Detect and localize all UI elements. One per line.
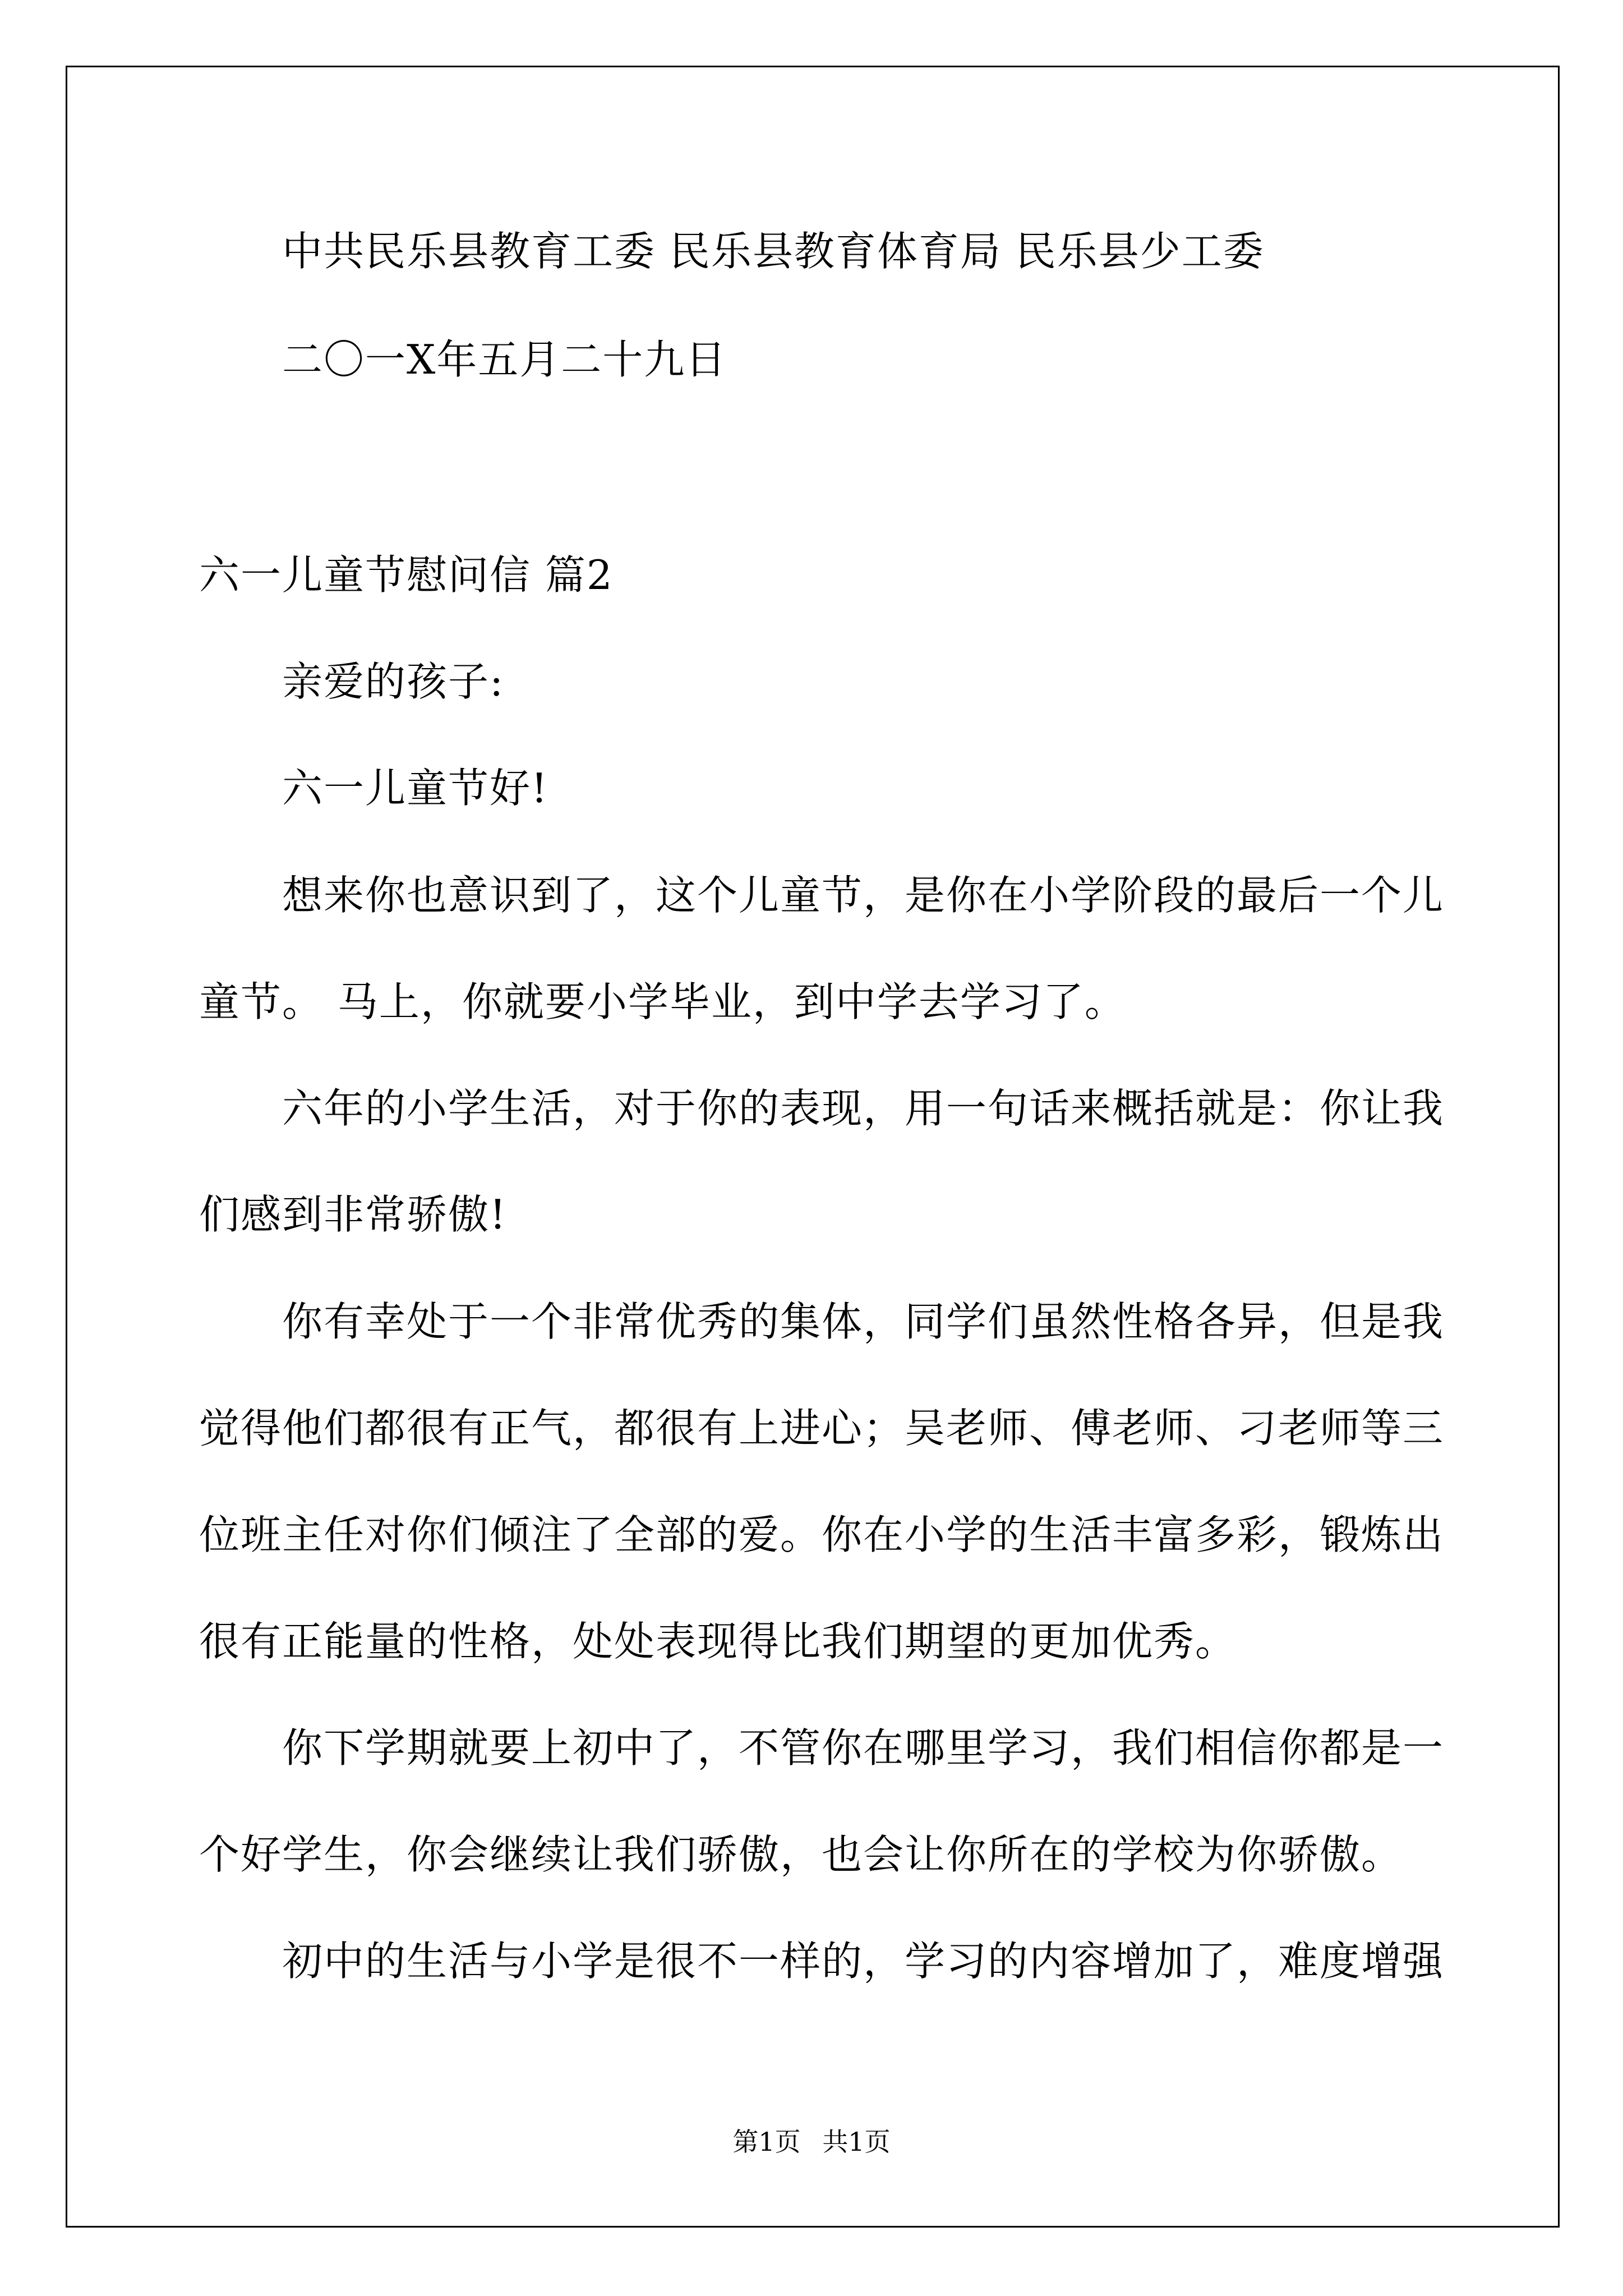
- paragraph-line: 想来你也意识到了，这个儿童节，是你在小学阶段的最后一个儿: [282, 872, 1445, 919]
- page-footer: [0, 2126, 1623, 2157]
- paragraph-line: 个好学生，你会继续让我们骄傲，也会让你所在的学校为你骄傲。: [199, 1831, 1403, 1878]
- paragraph-line: 位班主任对你们倾注了全部的爱。你在小学的生活丰富多彩，锻炼出: [199, 1511, 1445, 1558]
- paragraph-line: 你有幸处于一个非常优秀的集体，同学们虽然性格各异，但是我: [282, 1298, 1445, 1345]
- signature-organizations: 中共民乐县教育工委 民乐县教育体育局 民乐县少工委: [282, 228, 1265, 275]
- paragraph-line: 觉得他们都很有正气，都很有上进心；吴老师、傅老师、刁老师等三: [199, 1405, 1445, 1452]
- page-number: 第1页: [732, 2127, 801, 2157]
- letter-title: 六一儿童节慰问信 篇2: [199, 551, 614, 599]
- signature-date: 二〇一X年五月二十九日: [282, 336, 727, 383]
- page-border: [66, 66, 1560, 2228]
- page-total: 共1页: [822, 2127, 891, 2157]
- paragraph-line: 初中的生活与小学是很不一样的，学习的内容增加了，难度增强: [282, 1938, 1445, 1985]
- paragraph-line: 们感到非常骄傲!: [199, 1191, 507, 1238]
- paragraph-line: 六年的小学生活，对于你的表现，用一句话来概括就是：你让我: [282, 1085, 1445, 1132]
- letter-greeting: 六一儿童节好!: [282, 765, 548, 812]
- paragraph-line: 很有正能量的性格，处处表现得比我们期望的更加优秀。: [199, 1618, 1237, 1665]
- paragraph-line: 童节。 马上，你就要小学毕业，到中学去学习了。: [199, 978, 1126, 1025]
- letter-salutation: 亲爱的孩子:: [282, 658, 505, 705]
- paragraph-line: 你下学期就要上初中了，不管你在哪里学习，我们相信你都是一: [282, 1724, 1445, 1772]
